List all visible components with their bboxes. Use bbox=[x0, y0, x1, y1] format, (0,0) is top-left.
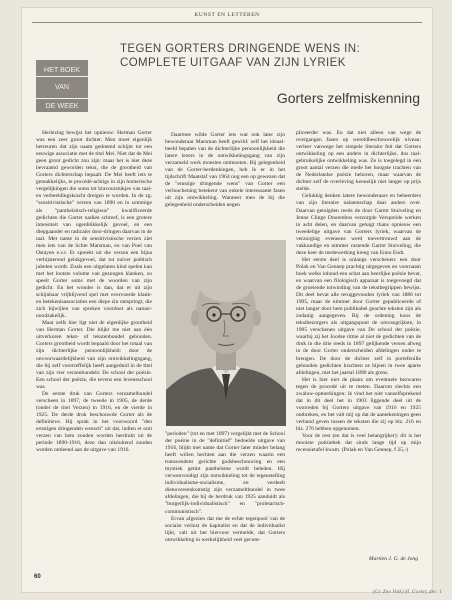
handwritten-annotation: (Gr. Zeo Volk) H. Gorter, dec. 1 bbox=[372, 589, 442, 595]
paragraph: pliceerder was. En dat niet alleen van wege de overgangen fasen op wereldbeschouwelijk niveau: verleer vanwege het simpele literaire feit dat Gorters ontwikkeling op een anders in dichterlijke, dus taal-gebruikelijke ontwikkeling was. Ze is toegelegd in een groot aantal verzen die mede het hoogste trachten van de Nederlandse poëzie behoren, maar waarvan de dichter zelf de overleving kennelijk niet langer op prijs stelde. bbox=[296, 130, 421, 193]
author-byline: Martien J. G. de Jong bbox=[368, 556, 418, 562]
top-rule bbox=[32, 22, 422, 23]
subheadline: Gorters zelfmiskenning bbox=[276, 90, 420, 106]
paragraph: Daarmee wilde Gorter iets wat ook later zijn bewonderaar Marsman heeft gewild: zelf het ideaal-beeld bepalen van de dichterlijke persoonlijkheid die latere lezers in de ontwikkelingsgang van zijn verzameld werk moesten ontmoeten. Bij gelegenheid van de Gorter-herdenkingen, heb ik er in het tijdschrift Maatstaf van 1964 nog een op gewezen dat de "ernstige dringende wens" van Gorter een verloochening betekent van enkele interessante fasen uit zijn ontwikkeling. Wanneer men de bij die gelegenheid onderscheiden negen bbox=[165, 132, 285, 209]
column-2-bottom bbox=[165, 431, 285, 544]
portrait-illustration bbox=[166, 240, 286, 426]
column-2-top bbox=[165, 132, 285, 210]
paragraph: Gelukkig denken latere bewonderaars en beheerders van zijn literaire nalatenschap daar anders over. Daarvan getuigden reeds de door Garmt Stuiveling en Jenne Clinge Doorenbos verzorgde Verspreide werken in acht delen, en daarvan getuigt thans opnieuw een tweedelige uitgave van Gorters lyriek, waarvan de verzorging eveneens werd toevertrouwd aan de vakkundige en nimmer rustende Garmt Stuiveling, die deze keer de medewerking kreeg van Enno Endt. bbox=[296, 193, 421, 256]
paragraph: Ervan afgezien dat me de echte tegenpool van de sociaist verlost de kapitalist en dat de individualist lijkt, valt uit het hiervoor vermelde, dat Gorters ontwikkeling in werkelijkheid veel gecom- bbox=[165, 515, 285, 543]
box-label-line1: HET BOEK bbox=[36, 65, 88, 77]
paragraph: Herlezing bewijst het opnieuw: Herman Gorter was een zeer groot dichter. Men moet eigenlijk betreuren dat zijn naam gedoemd schijnt tot een eeuwige associatie met de titel Mei. Niet dat de Mei geen groot gedicht zou zijn: maar het is niet deze bevraamd geworden tekst, die de grootheid van Gorters dichterschap bepaalt. De Mei heeft iets te gemakkelijks, te procédé-achtigs in zijn homerische vergelijkingen die soms tot bravourstukjes van taal- en verbeeldingskracht dreigen te worden. In de zg. "sensitivistische" verzen van 1890 en in sommige als "pantheïstisch-religieus" kwalificeerde gedichten die Gorter nadien schreef, is een grotere intensiteit van ogenblikkelijk gevoel, en een diepgaander en radicaler door-dringen daarvan in de taal. Met name in de sensitivistische verzen ziet men iets van de lichte Marsman, en van Poel van Ostayen e.v.t. Er spreekt uit die verzen een bijna verbijsterend gelukgevoel, dat tot zuiver poëtisch jubelen wordt. Zoals een uitgelaten kind spelen kan met het lootste volume van gezongen klanken, zo speelt Gorter soms met de woorden van zijn gedicht. En het wonder is dan, dat er uit zijn schijnbaar vrijblijvend spel met overvoerde klank- en betekenisassociaties een diepe zin ontspringt, die zich bijwijlen van spreken voordoet als natuur-noodzakelijk. bbox=[36, 130, 153, 320]
column-1 bbox=[36, 130, 152, 454]
book-of-week-box bbox=[36, 60, 88, 112]
paragraph: Voor de rest (en dat is veel belangrijker): dit is het mooiste poëziebek dat sinds lange tijd op mijn recensietafel kwam. (Polak en Van Gennep, f 25,-) bbox=[296, 433, 421, 454]
author-portrait-photo bbox=[166, 240, 286, 426]
headline: TEGEN GORTERS DRINGENDE WENS IN: COMPLETE UITGAAF VAN ZIJN LYRIEK bbox=[120, 43, 361, 70]
paragraph: Het eerste deel is onlangs verschenen: een door Polak en Van Gennep prachtig uitgegeven en voornaam boek welks inhoud een schat aan heerlijke poëzie bevat, en waarvan een filologisch apparaat is toegevoegd dat de groeiende totwinding van de tekstbegrippen bewijst. Dit deel bevat alle teruggevonden lyriek van 1886 tot 1905, maar de nimmer door Gorter gepubliceerde of niet langer door hem publikabel geachte teksten zijn als zodanig aangegeven. Bij de ordening koos de tekstbezorgers als uitgangspunt de omvangrijkste, in 1905 verschenen uitgave van De school der poëzie, waarbij zij het Joodse ritme al niet de gedichten van de druk in die drie reeds in 1897 gelijkende versen afweg in de door Gorter onderscheiden afdelingen onder te brengen. De door de dichter zelf in portefeuille gehouden gedichten hrachten ze bijeen in twee aparte afdelingen, met het jaartal 1890 als grens. bbox=[296, 256, 421, 376]
magazine-page bbox=[22, 8, 432, 592]
page-number: 60 bbox=[34, 574, 41, 580]
box-label-line3: DE WEEK bbox=[36, 98, 88, 110]
paragraph: Het is hier niet de plaats om eventuele bezwaren tegen de procedé uit te meten. Daarom slechts een zwaluw-opmerkingen: ik vind het niet vanzelfsprekend dat in dit deel het in 1903 liggende deel uit de voorreden bij Gorters uitgave van 1916 en 1925 ontbreken, en het valt mij op dat de aantekeningen geen verband geven tussen de teksten die zij op blz. 216 en blz. 276 hebben opgenomen. bbox=[296, 376, 421, 432]
paragraph: Maar zelfs hier ligt niet de eigenlijke grootheid van Herman Gorter. Die blijkt me niet aan één uitverkoren tekst- of tekstenbondel gebonden. Gorters grootheid wordt bepaald door het totaal van zijn dichterlijke persoonlijkheid: door de onvoorwaardelijkheid van zijn ontwikkelingsgang, die hij zelf voortreffelijk heeft aangeduid in de titel van zijn vier verzenbundels: De school der poëzie. Een school der poëzie, die tevens een levensschool was. bbox=[36, 320, 152, 390]
paragraph: De eerste druk van Gorters verzamelbundel verscheen in 1897, de tweede in 1905, de derde (onder de titel Verzen) in 1916, en de vierde in 1925. De derde druk beschouwde Gorter als de definitieve. Hij sprak in het voorwoord "den ernstigen dringenden wensch" uit dat, indien er ooit verzen van hem zouden worden herdrukt uit de periode 1890-1916, deze dan uitsluitend zouden worden ontleend aan de uitgave van 1916. bbox=[36, 390, 152, 454]
column-3 bbox=[296, 130, 421, 454]
paragraph: "perioden" (tot en met 1897) vergelijkt met de Schooi der poëzie in de "definitief" bedoelde uitgave van 1916, blijkt met name dat Gorter later minder belang heeft willen hechten aan die verzen waarin een transcendent gerichte godsbeschouwing en een mystiek getint pantheïsme wordt beleden. Hij verwenvoudigt zijn ontwikkeling tot de tegenstelling individualisme-socialisme, en verdeelt dienovereenkomstig zijn verzameltbundel in twee afdelingen, die bij de herdruk van 1925 aanduidt als "burgerlijk-individualistisch" en "proletarisch-communistisch". bbox=[165, 431, 285, 515]
box-label-line2: VAN bbox=[54, 82, 70, 91]
section-label: KUNST EN LETTEREN bbox=[194, 12, 260, 18]
